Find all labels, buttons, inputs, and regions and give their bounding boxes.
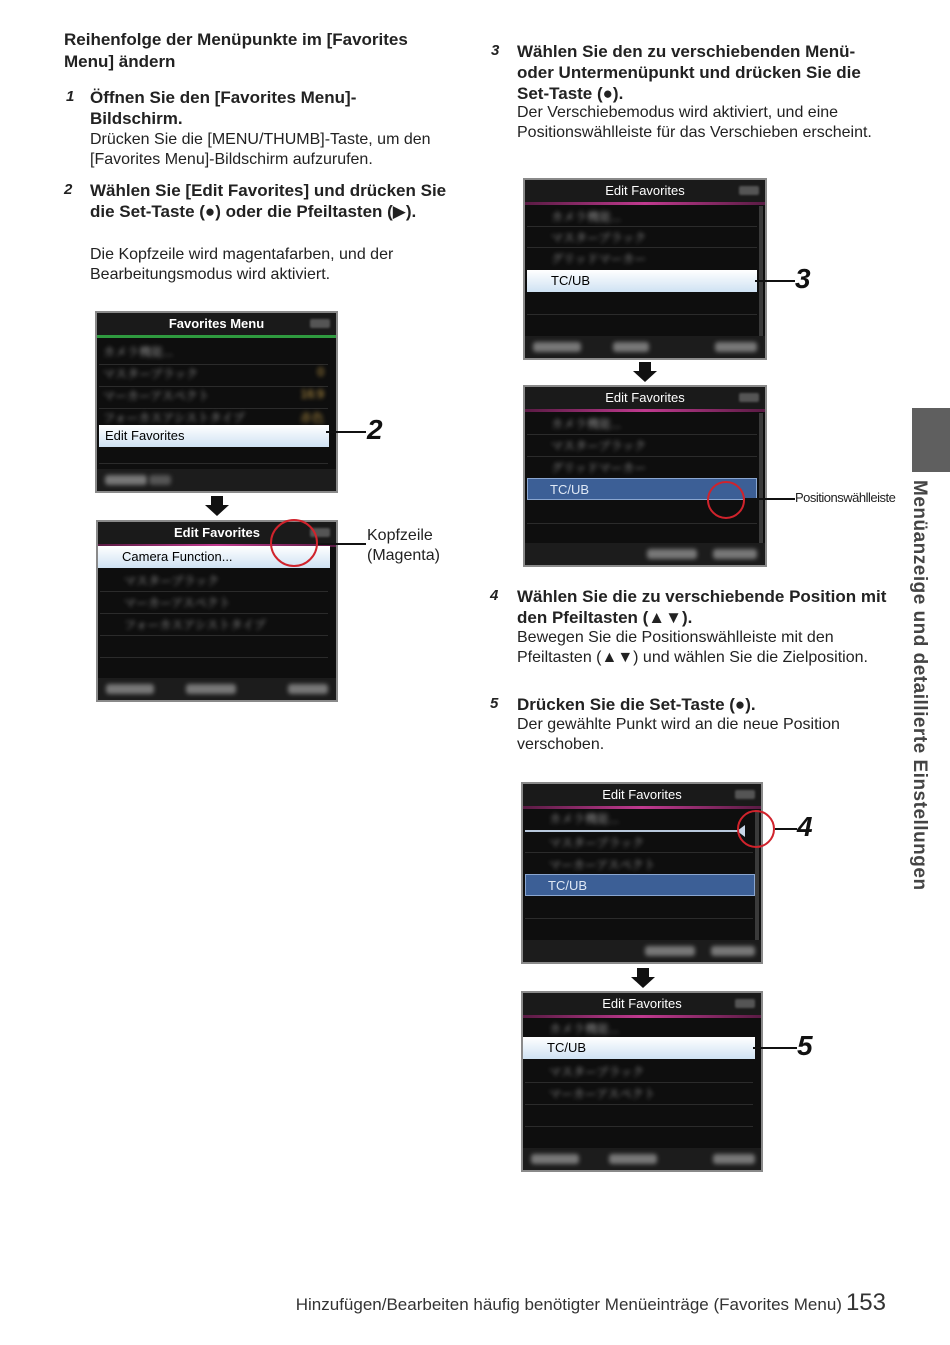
blurred-menu-row: マスターブラック (551, 231, 647, 245)
chapter-side-label: Menüanzeige und detaillierte Einstellungen (909, 480, 930, 891)
menu-item-tcub[interactable]: TC/UB (523, 1037, 755, 1059)
position-select-bar[interactable]: TC/UB (527, 478, 757, 500)
screen-header: Edit Favorites (523, 784, 761, 806)
page-number: 153 (845, 1289, 886, 1316)
row-divider (100, 657, 328, 658)
callout-line (745, 498, 795, 500)
step-body: Der Verschiebemodus wird aktiviert, und eine Positionswählleiste für das Verschieben erscheint. (517, 104, 872, 141)
row-divider (525, 1126, 753, 1127)
blurred-menu-row: マスターブラック (103, 367, 199, 381)
blurred-menu-row: マーカーアスペクト (124, 596, 231, 610)
footer-button-hint (105, 475, 147, 485)
chapter-side-tab (912, 408, 950, 472)
kopfzeile-label-sub: (Magenta) (367, 547, 440, 564)
step-title: Wählen Sie [Edit Favorites] und drücken Sie die Set-Taste (●) oder die Pfeiltasten (▶). (90, 181, 447, 221)
callout-line (775, 828, 797, 830)
step-number: 1 (66, 88, 75, 105)
footer-button-hint (531, 1154, 579, 1164)
header-badge (739, 186, 759, 195)
blurred-menu-row: マーカーアスペクト (549, 858, 656, 872)
row-divider (527, 434, 757, 435)
row-divider (527, 523, 757, 524)
move-item-bar[interactable]: TC/UB (525, 874, 755, 896)
positionswahlleiste-label: Positionswählleiste (795, 490, 896, 505)
callout-number: 2 (367, 414, 383, 445)
header-underline (525, 202, 765, 205)
blurred-menu-row: カメラ機能... (103, 345, 174, 359)
footer-button-hint (613, 342, 649, 352)
row-divider (525, 1082, 753, 1083)
callout-number: 4 (797, 811, 813, 842)
step-number: 2 (64, 181, 73, 198)
row-divider (527, 247, 757, 248)
highlight-circle (707, 481, 745, 519)
header-badge (310, 319, 330, 328)
menu-item-camera-function[interactable]: Camera Function... (98, 546, 330, 568)
scrollbar[interactable] (759, 413, 763, 545)
blurred-value: 0 (317, 365, 324, 379)
favorites-menu-screen (95, 311, 338, 493)
row-divider (100, 591, 328, 592)
scrollbar[interactable] (759, 206, 763, 336)
blurred-menu-row: カメラ機能... (549, 1022, 620, 1036)
step-title: Öffnen Sie den [Favorites Menu]-Bildschirm. (90, 88, 357, 128)
row-divider (100, 613, 328, 614)
row-divider (99, 463, 328, 464)
header-badge (739, 393, 759, 402)
footer-button-hint (713, 1154, 755, 1164)
menu-item-edit-favorites[interactable]: Edit Favorites (99, 425, 329, 447)
blurred-menu-row: カメラ機能... (549, 812, 620, 826)
header-underline (523, 1015, 761, 1018)
callout-number: 3 (795, 263, 811, 294)
callout-line (755, 280, 795, 282)
menu-item-tcub[interactable]: TC/UB (527, 270, 757, 292)
choose-position-screen (521, 782, 763, 964)
footer-button-hint (533, 342, 581, 352)
row-divider (527, 226, 757, 227)
select-item-screen (523, 178, 767, 360)
row-divider (100, 635, 328, 636)
blurred-menu-row: マーカーアスペクト (103, 389, 210, 403)
footer-button-hint (106, 684, 154, 694)
blurred-menu-row: マスターブラック (549, 1065, 645, 1079)
footer-title: Hinzufügen/Bearbeiten häufig benötigter Menüeinträge (Favorites Menu) (295, 1295, 842, 1314)
footer-button-hint (288, 684, 328, 694)
row-divider (525, 918, 753, 919)
step-title: Wählen Sie den zu verschiebenden Menü- oder Untermenüpunkt und drücken Sie die Set-Taste (●). (517, 42, 861, 103)
section-title: Reihenfolge der Menüpunkte im [Favorites Menu] ändern (64, 30, 408, 71)
step-body: Bewegen Sie die Positionswählleiste mit den Pfeiltasten (▲▼) und wählen Sie die Zielposition. (517, 629, 868, 666)
blurred-menu-row: マスターブラック (551, 439, 647, 453)
step-number: 3 (491, 42, 500, 59)
header-underline (523, 806, 761, 809)
row-divider (525, 852, 753, 853)
callout-line (326, 431, 366, 433)
blurred-menu-row: フォーカスアシストタイプ (124, 618, 266, 632)
header-underline (525, 409, 765, 412)
screen-header: Edit Favorites (525, 387, 765, 409)
step-body: Die Kopfzeile wird magentafarben, und der Bearbeitungsmodus wird aktiviert. (90, 246, 394, 283)
row-divider (527, 456, 757, 457)
step-body: Der gewählte Punkt wird an die neue Position verschoben. (517, 716, 840, 753)
header-badge (735, 999, 755, 1008)
blurred-menu-row: マーカーアスペクト (549, 1087, 656, 1101)
blurred-menu-row: フォーカスアシストタイプ (103, 411, 245, 425)
footer-button-hint (186, 684, 236, 694)
step-number: 5 (490, 695, 499, 712)
header-underline (97, 335, 336, 338)
footer-button-hint (713, 549, 757, 559)
blurred-menu-row: マスターブラック (124, 574, 220, 588)
screen-footer (525, 336, 765, 358)
screen-header: Edit Favorites (98, 522, 336, 544)
blurred-menu-row: グリッドマーカー (551, 252, 647, 266)
kopfzeile-label: Kopfzeile (367, 527, 433, 544)
screen-footer (523, 1148, 761, 1170)
page-footer (296, 1289, 886, 1317)
callout-line (753, 1047, 797, 1049)
screen-footer (523, 940, 761, 962)
row-divider (527, 314, 757, 315)
screen-header: Favorites Menu (97, 313, 336, 335)
footer-button-hint (647, 549, 697, 559)
footer-button-hint (715, 342, 757, 352)
blurred-menu-row: マスターブラック (549, 836, 645, 850)
move-mode-screen (523, 385, 767, 567)
position-indicator-line (525, 830, 741, 832)
step-number: 4 (490, 587, 499, 604)
step-title: Drücken Sie die Set-Taste (●). (517, 695, 756, 714)
header-badge (735, 790, 755, 799)
screen-header: Edit Favorites (523, 993, 761, 1015)
moved-result-screen (521, 991, 763, 1172)
step-title: Wählen Sie die zu verschiebende Position mit den Pfeiltasten (▲▼). (517, 587, 887, 627)
highlight-circle (270, 519, 318, 567)
callout-number: 5 (797, 1030, 813, 1061)
blurred-value: 16:9 (300, 387, 324, 401)
screen-footer (97, 469, 336, 491)
blurred-menu-row: カメラ機能... (551, 210, 622, 224)
footer-button-hint (149, 475, 171, 485)
screen-header: Edit Favorites (525, 180, 765, 202)
blurred-menu-row: カメラ機能... (551, 417, 622, 431)
step-body: Drücken Sie die [MENU/THUMB]-Taste, um den [Favorites Menu]-Bildschirm aufzurufen. (90, 131, 431, 168)
blurred-menu-row: グリッドマーカー (551, 461, 647, 475)
screen-footer (525, 543, 765, 565)
footer-button-hint (711, 946, 755, 956)
footer-button-hint (645, 946, 695, 956)
screen-footer (98, 678, 336, 700)
callout-line (318, 543, 366, 545)
highlight-circle (737, 810, 775, 848)
blurred-value: 赤色 (299, 411, 324, 425)
footer-button-hint (609, 1154, 657, 1164)
row-divider (525, 1104, 753, 1105)
